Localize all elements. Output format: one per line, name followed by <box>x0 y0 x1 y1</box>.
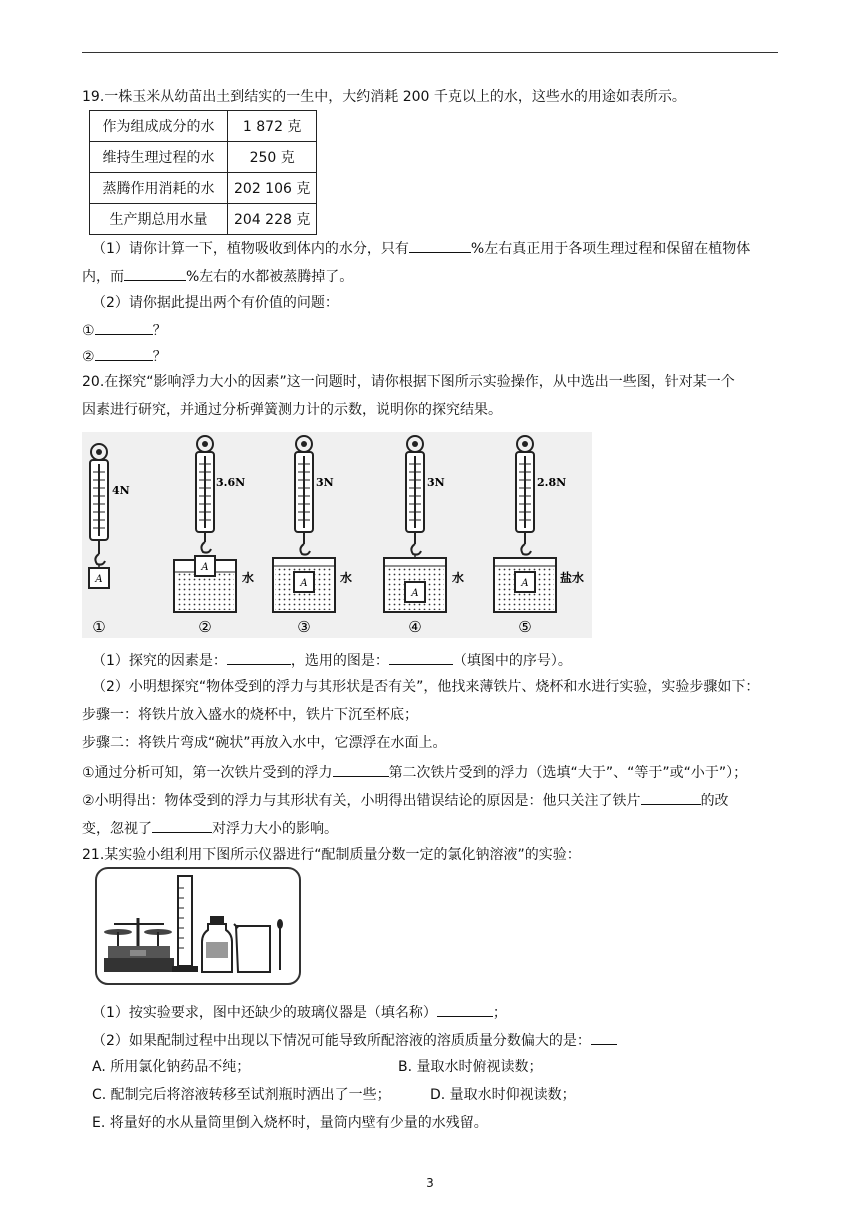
q19-part1-line2 <box>82 266 353 286</box>
answer-blank[interactable] <box>95 346 153 361</box>
text: ② <box>82 349 95 365</box>
text: 变，忽视了 <box>82 821 152 837</box>
block-label: A <box>521 578 529 589</box>
text: ？ <box>152 323 167 339</box>
text: 内，而 <box>82 269 124 285</box>
table-cell-label: 作为组成成分的水 <box>90 111 228 142</box>
q20-step1: 步骤一：将铁片放入盛水的烧杯中，铁片下沉至杯底； <box>82 707 418 723</box>
table-row <box>90 204 317 235</box>
beaker-icon <box>234 924 270 972</box>
q20-stem-line2: 因素进行研究，并通过分析弹簧测力计的示数，说明你的探究结果。 <box>82 402 502 418</box>
answer-blank[interactable] <box>641 790 701 805</box>
text: （2）如果配制过程中出现以下情况可能导致所配溶液的溶质质量分数偏大的是： <box>92 1033 591 1049</box>
text: （填图中的序号）。 <box>452 653 572 669</box>
panel-number: ② <box>198 618 212 636</box>
text: %左右的水都被蒸腾掉了。 <box>186 269 354 285</box>
text: 对浮力大小的影响。 <box>212 821 338 837</box>
panel-number: ① <box>92 618 106 636</box>
block-label: A <box>201 562 209 573</box>
table-row <box>90 173 317 204</box>
q21-part1 <box>92 1002 507 1022</box>
table-cell-label: 生产期总用水量 <box>90 204 228 235</box>
q20-stem-line1: 20.在探究“影响浮力大小的因素”这一问题时，请你根据下图所示实验操作，从中选出一些图，针对某一个 <box>82 374 735 390</box>
answer-blank[interactable] <box>152 818 212 833</box>
page-number: 3 <box>426 1176 434 1190</box>
q21-option-a: A. 所用氯化钠药品不纯； <box>92 1059 251 1075</box>
block-label: A <box>95 574 103 585</box>
table-row <box>90 142 317 173</box>
table-cell-label: 维持生理过程的水 <box>90 142 228 173</box>
q21-stem: 21.某实验小组利用下图所示仪器进行“配制质量分数一定的氯化钠溶液”的实验： <box>82 847 581 863</box>
q19-stem: 19.一株玉米从幼苗出土到结实的一生中，大约消耗 200 千克以上的水，这些水的用途如表所示。 <box>82 89 686 105</box>
panel-number: ⑤ <box>518 618 532 636</box>
answer-blank[interactable] <box>333 762 389 777</box>
liquid-label: 水 <box>452 571 465 585</box>
table-cell-value: 202 106 克 <box>228 173 317 204</box>
text: ① <box>82 323 95 339</box>
reading-label: 3N <box>316 476 334 489</box>
q19-part1-line1 <box>92 238 750 258</box>
q21-option-b: B. 量取水时俯视读数； <box>398 1059 543 1075</box>
text: %左右真正用于各项生理过程和保留在植物体 <box>470 241 751 257</box>
lab-instruments-figure <box>94 866 302 986</box>
answer-blank[interactable] <box>437 1002 493 1017</box>
answer-blank[interactable] <box>409 238 471 253</box>
table-cell-value: 250 克 <box>228 142 317 173</box>
q21-option-d: D. 量取水时仰视读数； <box>430 1087 576 1103</box>
text: （1）探究的因素是： <box>92 653 227 669</box>
q21-option-e: E. 将量好的水从量筒里倒入烧杯时，量筒内壁有少量的水残留。 <box>92 1115 488 1131</box>
text: （1）按实验要求，图中还缺少的玻璃仪器是（填名称） <box>92 1005 437 1021</box>
text: ①通过分析可知，第一次铁片受到的浮力 <box>82 765 333 781</box>
block-label: A <box>300 578 308 589</box>
answer-blank[interactable] <box>95 320 153 335</box>
liquid-label: 水 <box>340 571 353 585</box>
table-cell-value: 204 228 克 <box>228 204 317 235</box>
table-cell-value: 1 872 克 <box>228 111 317 142</box>
reading-label: 3.6N <box>216 476 246 489</box>
q20-conclusion-3 <box>82 818 338 838</box>
answer-blank[interactable] <box>389 650 453 665</box>
reading-label: 4N <box>112 484 130 497</box>
buoyancy-experiment-figure <box>82 432 592 638</box>
q20-part1 <box>92 650 572 670</box>
answer-blank[interactable] <box>591 1030 617 1045</box>
table-cell-label: 蒸腾作用消耗的水 <box>90 173 228 204</box>
q20-part2: （2）小明想探究“物体受到的浮力与其形状是否有关”，他找来薄铁片、烧杯和水进行实验，实验步骤如下： <box>92 679 760 695</box>
answer-blank[interactable] <box>227 650 291 665</box>
table-row <box>90 111 317 142</box>
text: ？ <box>152 349 167 365</box>
q19-part2: （2）请你据此提出两个有价值的问题： <box>92 295 339 311</box>
q20-conclusion-1 <box>82 762 747 782</box>
q19-question-1 <box>82 320 167 340</box>
panel-number: ④ <box>408 618 422 636</box>
answer-blank[interactable] <box>124 266 186 281</box>
text: 第二次铁片受到的浮力（选填“大于”、“等于”或“小于”）； <box>388 765 748 781</box>
text: ②小明得出：物体受到的浮力与其形状有关，小明得出错误结论的原因是：他只关注了铁片 <box>82 793 641 809</box>
reading-label: 3N <box>427 476 445 489</box>
q19-question-2 <box>82 346 167 366</box>
water-usage-table <box>89 110 317 235</box>
text: ； <box>492 1005 507 1021</box>
reading-label: 2.8N <box>537 476 567 489</box>
panel-number: ③ <box>297 618 311 636</box>
text: ，选用的图是： <box>290 653 389 669</box>
q21-part2 <box>92 1030 617 1050</box>
block-label: A <box>411 588 419 599</box>
text: 的改 <box>700 793 729 809</box>
header-rule <box>82 52 778 53</box>
q21-option-c: C. 配制完后将溶液转移至试剂瓶时洒出了一些； <box>92 1087 391 1103</box>
q20-step2: 步骤二：将铁片弯成“碗状”再放入水中，它漂浮在水面上。 <box>82 735 447 751</box>
liquid-label: 水 <box>242 571 255 585</box>
text: （1）请你计算一下，植物吸收到体内的水分，只有 <box>92 241 409 257</box>
liquid-label: 盐水 <box>560 571 585 585</box>
q20-conclusion-2 <box>82 790 729 810</box>
